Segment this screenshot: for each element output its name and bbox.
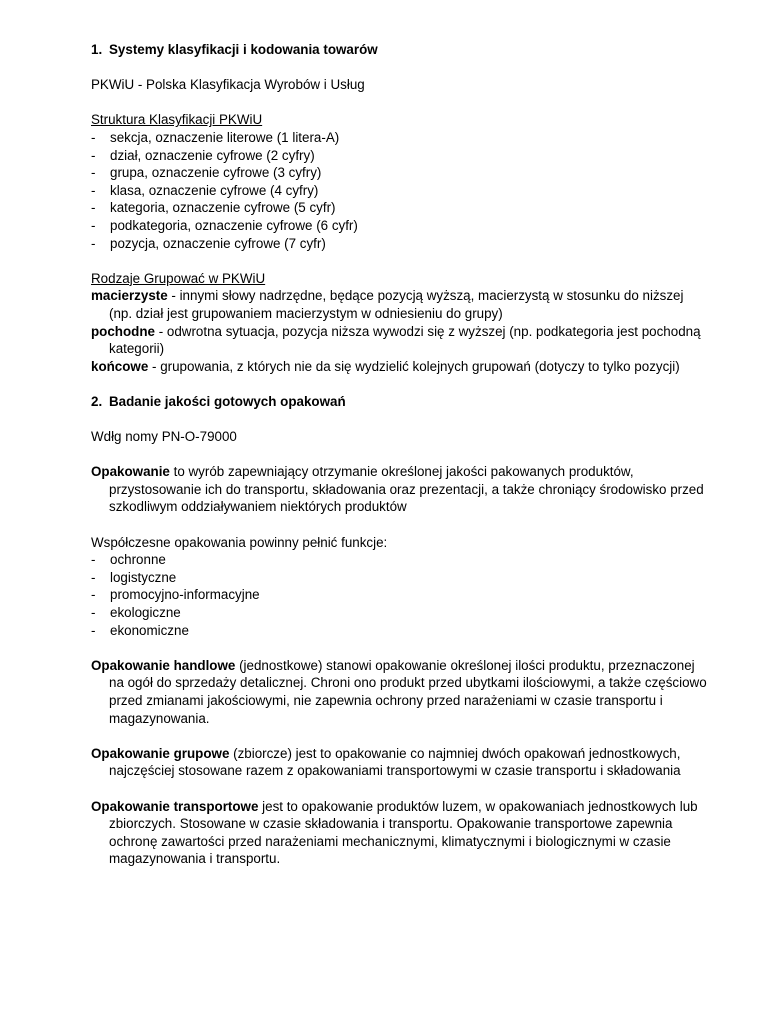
groups-heading: Rodzaje Grupować w PKWiU bbox=[91, 270, 266, 286]
functions-intro: Współczesne opakowania powinny pełnić funkcje: bbox=[91, 534, 388, 550]
list-item: - podkategoria, oznaczenie cyfrowe (6 cyfr) bbox=[91, 217, 358, 233]
structure-heading: Struktura Klasyfikacji PKWiU bbox=[91, 112, 263, 128]
section2-number: 2. bbox=[91, 393, 103, 409]
list-item: - pozycja, oznaczenie cyfrowe (7 cyfr) bbox=[91, 235, 326, 251]
list-item: - grupa, oznaczenie cyfrowe (3 cyfry) bbox=[91, 165, 322, 181]
section2-heading bbox=[91, 393, 708, 411]
packaging-type: Opakowanie handlowe (jednostkowe) stanowi opakowanie określonej ilości produktu, przeznaczonej na ogół do sprzedaży detalicznej. Chroni ono produkt przed ubytkami ilościowymi, a także częściowo przed zmianami jakościowymi, nie zapewnia ochrony przed narażeniami w czasie transportu i magazynowania. bbox=[91, 657, 707, 726]
list-item: - ekologiczne bbox=[91, 605, 181, 620]
list-item: - ochronne bbox=[91, 552, 166, 568]
list-item: - dział, oznaczenie cyfrowe (2 cyfry) bbox=[91, 147, 315, 163]
structure-list bbox=[91, 129, 708, 252]
list-item: - promocyjno-informacyjne bbox=[91, 587, 260, 603]
list-item: - klasa, oznaczenie cyfrowe (4 cyfry) bbox=[91, 182, 319, 198]
norm-reference: Wdłg nomy PN-O-79000 bbox=[91, 429, 237, 445]
group-definition: końcowe - grupowania, z których nie da się wydzielić kolejnych grupowań (dotyczy to tylko pozycji) bbox=[91, 358, 680, 374]
section1-subtitle: PKWiU - Polska Klasyfikacja Wyrobów i Usług bbox=[91, 77, 365, 93]
packaging-type: Opakowanie grupowe (zbiorcze) jest to opakowanie co najmniej dwóch opakowań jednostkowych, najczęściej stosowane razem z opakowaniami transportowymi w czasie transportu i składowania bbox=[91, 745, 681, 779]
section1-number: 1. bbox=[91, 42, 103, 57]
list-item: - kategoria, oznaczenie cyfrowe (5 cyfr) bbox=[91, 200, 336, 216]
section1-heading bbox=[91, 41, 708, 59]
list-item: - logistyczne bbox=[91, 569, 177, 585]
group-definition: macierzyste - innymi słowy nadrzędne, będące pozycją wyższą, macierzystą w stosunku do niższej (np. dział jest grupowaniem macierzystym w odniesieniu do grupy) bbox=[91, 288, 684, 321]
functions-list bbox=[91, 551, 708, 639]
section1-title: Systemy klasyfikacji i kodowania towarów bbox=[109, 42, 378, 57]
group-definition: pochodne - odwrotna sytuacja, pozycja niższa wywodzi się z wyższej (np. podkategoria jest pochodną kategorii) bbox=[91, 323, 701, 357]
section2-title: Badanie jakości gotowych opakowań bbox=[109, 393, 346, 409]
packaging-type: Opakowanie transportowe jest to opakowanie produktów luzem, w opakowaniach jednostkowych lub zbiorczych. Stosowane w czasie składowania i transportu. Opakowanie transportowe zapewnia ochronę zawartości przed narażeniami mechanicznymi, klimatycznymi i biologicznymi w czasie magazynowania i transportu. bbox=[91, 798, 698, 867]
list-item: - ekonomiczne bbox=[91, 622, 189, 638]
list-item: - sekcja, oznaczenie literowe (1 litera-A) bbox=[91, 129, 340, 145]
packaging-definition: Opakowanie to wyrób zapewniający otrzymanie określonej jakości pakowanych produktów, przystosowanie ich do transportu, składowania oraz prezentacji, a także chroniący środowisko przed szkodliwym oddziaływaniem niektórych produktów bbox=[91, 464, 704, 515]
